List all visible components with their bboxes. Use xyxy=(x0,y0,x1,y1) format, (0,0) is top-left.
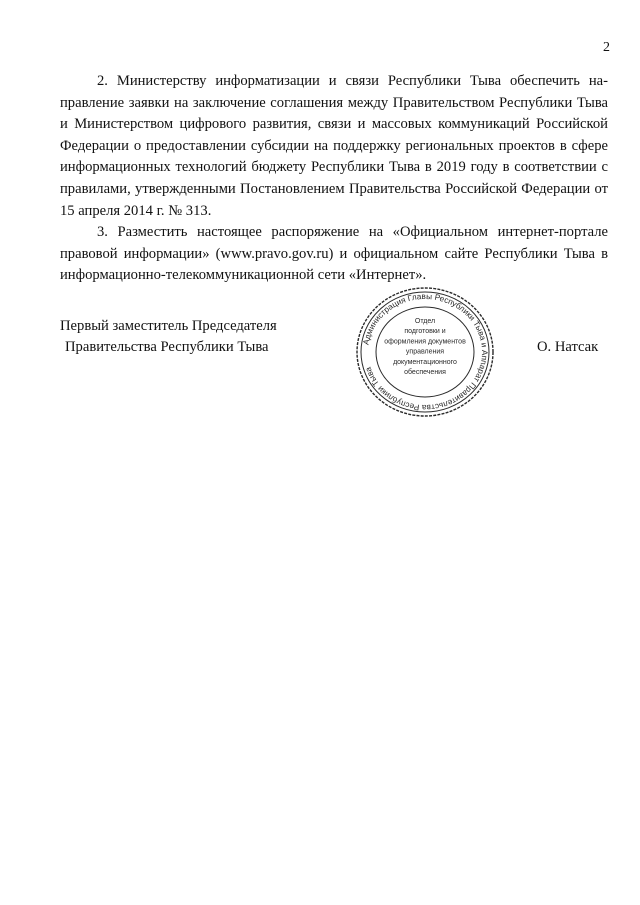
signatory-name: О. Натсак xyxy=(537,339,599,355)
seal-inner-line: документационного xyxy=(393,358,457,366)
page-number: 2 xyxy=(603,40,610,55)
paragraph-3: 3. Разместить настоящее распоряжение на «Официальном интернет-портале правовой информации» (www.pravo.gov.ru) и официальном сайте Республики Тыва в информационно-телекоммуникационной сети «Интернет». xyxy=(60,224,608,284)
seal-inner-line: подготовки и xyxy=(404,328,446,336)
seal-inner-line: оформления документов xyxy=(384,338,466,346)
seal-ring-text: Администрация Главы Республики Тыва и Аппарат Правительства Республики Тыва xyxy=(361,291,490,413)
seal-inner-line: управления xyxy=(405,348,445,356)
paragraph-2: 2. Министерству информатизации и связи Республики Тыва обеспечить направление заявки на заключение соглашения между Правительством Республики Тыва и Министерством цифрового развития, связи и массовых коммуникаций Российской Федерации о предоставлении субсидии на поддержку региональных проектов в сфере информационных технологий бюджету Республики Тыва в 2019 году в соответствии с правилами, утвержденными Постановлением Правительства Российской Федерации от 15 апреля 2014 г. № 313. xyxy=(60,73,608,219)
official-seal xyxy=(354,285,496,419)
document-body xyxy=(60,71,608,287)
seal-inner-line: обеспечения xyxy=(404,369,446,376)
seal-inner-line: Отдел xyxy=(414,318,436,325)
signatory-position-line-2: Правительства Республики Тыва xyxy=(65,339,269,355)
seal-graphic xyxy=(354,285,496,419)
signatory-position xyxy=(60,316,320,358)
signatory-position-line-1: Первый заместитель Председателя xyxy=(60,318,277,334)
